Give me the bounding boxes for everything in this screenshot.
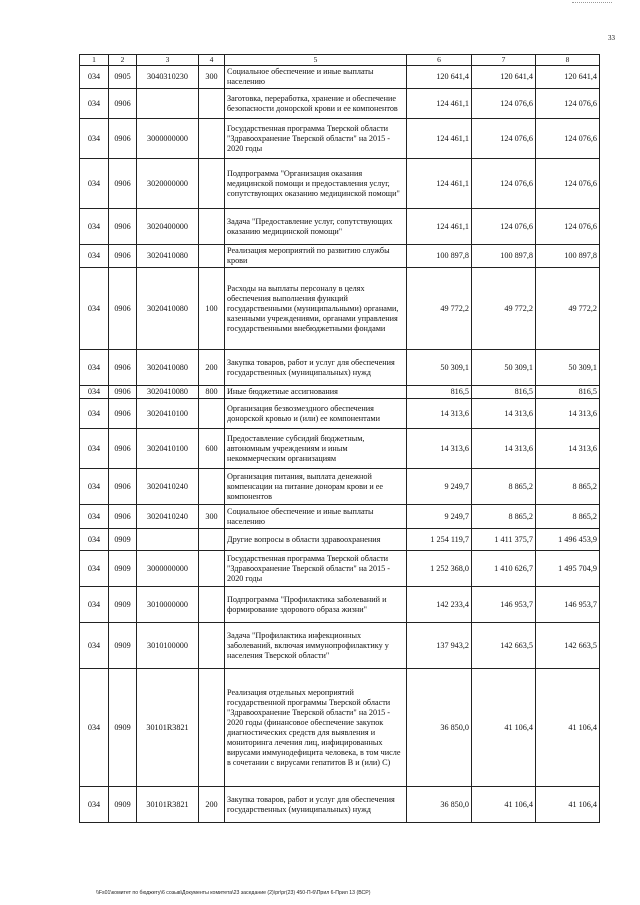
- cell-description: Социальное обеспечение и иные выплаты населению: [225, 66, 407, 89]
- cell-description: Подпрограмма "Профилактика заболеваний и формирование здорового образа жизни": [225, 587, 407, 623]
- cell-ministry-code: 034: [80, 89, 109, 119]
- cell-amount-col8: 41 106,4: [536, 787, 600, 823]
- col-header-3: 3: [137, 55, 199, 66]
- cell-target-article: 3020410080: [137, 386, 199, 399]
- table-header-row: [80, 55, 600, 66]
- col-header-5: 5: [225, 55, 407, 66]
- cell-amount-col8: 124 076,6: [536, 209, 600, 245]
- cell-description: Реализация отдельных мероприятий государственной программы Тверской области "Здравоохранение Тверской области" на 2015 - 2020 годы (финансовое обеспечение закупок диагностических средств для выявления и мониторинга лечения лиц, инфицированных вирусами иммунодефицита человека, в том числе в сочетании с вирусами гепатитов В и (или) С): [225, 669, 407, 787]
- cell-amount-col6: 142 233,4: [407, 587, 472, 623]
- cell-amount-col7: 124 076,6: [472, 89, 536, 119]
- cell-amount-col7: 14 313,6: [472, 399, 536, 429]
- cell-amount-col8: 8 865,2: [536, 469, 600, 505]
- cell-target-article: 3040310230: [137, 66, 199, 89]
- table-row: [80, 209, 600, 245]
- table-row: [80, 350, 600, 386]
- cell-section-code: 0906: [109, 159, 137, 209]
- cell-target-article: 30101R3821: [137, 669, 199, 787]
- cell-section-code: 0906: [109, 386, 137, 399]
- cell-section-code: 0906: [109, 399, 137, 429]
- cell-amount-col6: 36 850,0: [407, 669, 472, 787]
- cell-amount-col8: 142 663,5: [536, 623, 600, 669]
- scan-corner-mark: [572, 2, 612, 5]
- cell-ministry-code: 034: [80, 209, 109, 245]
- cell-amount-col8: 120 641,4: [536, 66, 600, 89]
- cell-target-article: 3020410080: [137, 245, 199, 268]
- cell-target-article: 3020410240: [137, 469, 199, 505]
- cell-target-article: 3020410080: [137, 350, 199, 386]
- cell-amount-col7: 8 865,2: [472, 469, 536, 505]
- cell-target-article: [137, 529, 199, 551]
- cell-amount-col7: 41 106,4: [472, 787, 536, 823]
- cell-amount-col8: 41 106,4: [536, 669, 600, 787]
- cell-ministry-code: 034: [80, 529, 109, 551]
- cell-target-article: 3000000000: [137, 119, 199, 159]
- cell-expense-type: [199, 529, 225, 551]
- cell-description: Предоставление субсидий бюджетным, автономным учреждениям и иным некоммерческим организациям: [225, 429, 407, 469]
- cell-expense-type: [199, 623, 225, 669]
- cell-amount-col7: 1 411 375,7: [472, 529, 536, 551]
- cell-target-article: [137, 89, 199, 119]
- cell-amount-col6: 1 252 368,0: [407, 551, 472, 587]
- table-row: [80, 529, 600, 551]
- table-row: [80, 268, 600, 350]
- cell-section-code: 0909: [109, 787, 137, 823]
- cell-amount-col8: 124 076,6: [536, 119, 600, 159]
- cell-expense-type: 300: [199, 505, 225, 529]
- budget-table: [79, 54, 600, 823]
- cell-ministry-code: 034: [80, 551, 109, 587]
- cell-amount-col8: 50 309,1: [536, 350, 600, 386]
- cell-amount-col7: 14 313,6: [472, 429, 536, 469]
- cell-amount-col7: 50 309,1: [472, 350, 536, 386]
- cell-section-code: 0906: [109, 119, 137, 159]
- cell-section-code: 0906: [109, 89, 137, 119]
- cell-amount-col6: 14 313,6: [407, 429, 472, 469]
- cell-expense-type: [199, 587, 225, 623]
- cell-description: Подпрограмма "Организация оказания медицинской помощи и предоставления услуг, сопутствующих оказанию медицинской помощи": [225, 159, 407, 209]
- table-body: [80, 66, 600, 823]
- cell-ministry-code: 034: [80, 505, 109, 529]
- cell-section-code: 0905: [109, 66, 137, 89]
- cell-amount-col6: 9 249,7: [407, 505, 472, 529]
- cell-amount-col7: 124 076,6: [472, 209, 536, 245]
- cell-amount-col6: 14 313,6: [407, 399, 472, 429]
- cell-expense-type: [199, 469, 225, 505]
- col-header-1: 1: [80, 55, 109, 66]
- cell-amount-col6: 816,5: [407, 386, 472, 399]
- table-row: [80, 159, 600, 209]
- cell-ministry-code: 034: [80, 587, 109, 623]
- table-row: [80, 623, 600, 669]
- cell-description: Расходы на выплаты персоналу в целях обеспечения выполнения функций государственными (муниципальными) органами, казенными учреждениями, органами управления государственными внебюджетными фондами: [225, 268, 407, 350]
- table-row: [80, 119, 600, 159]
- cell-section-code: 0909: [109, 529, 137, 551]
- cell-amount-col7: 146 953,7: [472, 587, 536, 623]
- cell-amount-col7: 124 076,6: [472, 119, 536, 159]
- cell-amount-col6: 49 772,2: [407, 268, 472, 350]
- table-row: [80, 469, 600, 505]
- cell-expense-type: [199, 245, 225, 268]
- cell-target-article: 3010100000: [137, 623, 199, 669]
- cell-amount-col8: 8 865,2: [536, 505, 600, 529]
- cell-ministry-code: 034: [80, 623, 109, 669]
- cell-target-article: 3020410240: [137, 505, 199, 529]
- cell-amount-col7: 8 865,2: [472, 505, 536, 529]
- cell-section-code: 0906: [109, 505, 137, 529]
- cell-amount-col7: 1 410 626,7: [472, 551, 536, 587]
- cell-expense-type: [199, 669, 225, 787]
- cell-amount-col7: 49 772,2: [472, 268, 536, 350]
- cell-amount-col6: 50 309,1: [407, 350, 472, 386]
- table-row: [80, 399, 600, 429]
- table-row: [80, 89, 600, 119]
- col-header-2: 2: [109, 55, 137, 66]
- cell-amount-col6: 1 254 119,7: [407, 529, 472, 551]
- cell-amount-col8: 1 496 453,9: [536, 529, 600, 551]
- cell-target-article: 3020400000: [137, 209, 199, 245]
- cell-expense-type: 200: [199, 350, 225, 386]
- cell-description: Государственная программа Тверской области "Здравоохранение Тверской области" на 2015 - 2020 годы: [225, 551, 407, 587]
- cell-amount-col6: 137 943,2: [407, 623, 472, 669]
- cell-expense-type: [199, 209, 225, 245]
- cell-amount-col8: 14 313,6: [536, 429, 600, 469]
- cell-ministry-code: 034: [80, 469, 109, 505]
- cell-amount-col7: 816,5: [472, 386, 536, 399]
- cell-description: Задача "Профилактика инфекционных заболеваний, включая иммунопрофилактику у населения Тверской области": [225, 623, 407, 669]
- cell-description: Закупка товаров, работ и услуг для обеспечения государственных (муниципальных) нужд: [225, 787, 407, 823]
- cell-amount-col8: 100 897,8: [536, 245, 600, 268]
- col-header-7: 7: [472, 55, 536, 66]
- cell-section-code: 0909: [109, 551, 137, 587]
- cell-expense-type: [199, 89, 225, 119]
- footer-file-path: \\Fs01\комитет по бюджету\6 созыв\Документы комитета\23 заседание (2)\pr\pr(23) 450-П-6\Прил 6-Прил 13 (ВСР): [96, 890, 371, 896]
- cell-section-code: 0906: [109, 268, 137, 350]
- cell-description: Задача "Предоставление услуг, сопутствующих оказанию медицинской помощи": [225, 209, 407, 245]
- cell-section-code: 0909: [109, 669, 137, 787]
- cell-description: Государственная программа Тверской области "Здравоохранение Тверской области" на 2015 - 2020 годы: [225, 119, 407, 159]
- cell-amount-col6: 100 897,8: [407, 245, 472, 268]
- cell-section-code: 0906: [109, 429, 137, 469]
- cell-expense-type: [199, 119, 225, 159]
- table-row: [80, 551, 600, 587]
- cell-amount-col8: 124 076,6: [536, 89, 600, 119]
- table-row: [80, 787, 600, 823]
- cell-section-code: 0909: [109, 587, 137, 623]
- cell-ministry-code: 034: [80, 386, 109, 399]
- cell-ministry-code: 034: [80, 66, 109, 89]
- table-row: [80, 66, 600, 89]
- cell-description: Организация питания, выплата денежной компенсации на питание донорам крови и ее компонентов: [225, 469, 407, 505]
- table-row: [80, 386, 600, 399]
- cell-description: Другие вопросы в области здравоохранения: [225, 529, 407, 551]
- cell-ministry-code: 034: [80, 159, 109, 209]
- cell-description: Реализация мероприятий по развитию службы крови: [225, 245, 407, 268]
- cell-target-article: 3010000000: [137, 587, 199, 623]
- cell-expense-type: [199, 159, 225, 209]
- table-row: [80, 669, 600, 787]
- cell-ministry-code: 034: [80, 350, 109, 386]
- cell-section-code: 0906: [109, 245, 137, 268]
- cell-expense-type: 600: [199, 429, 225, 469]
- cell-amount-col8: 49 772,2: [536, 268, 600, 350]
- cell-ministry-code: 034: [80, 669, 109, 787]
- cell-amount-col8: 816,5: [536, 386, 600, 399]
- cell-amount-col6: 124 461,1: [407, 159, 472, 209]
- cell-amount-col7: 120 641,4: [472, 66, 536, 89]
- cell-target-article: 3020000000: [137, 159, 199, 209]
- cell-expense-type: [199, 551, 225, 587]
- cell-amount-col8: 1 495 704,9: [536, 551, 600, 587]
- cell-ministry-code: 034: [80, 399, 109, 429]
- cell-amount-col6: 36 850,0: [407, 787, 472, 823]
- cell-section-code: 0906: [109, 350, 137, 386]
- cell-target-article: 3020410100: [137, 399, 199, 429]
- col-header-8: 8: [536, 55, 600, 66]
- col-header-4: 4: [199, 55, 225, 66]
- cell-description: Иные бюджетные ассигнования: [225, 386, 407, 399]
- cell-expense-type: [199, 399, 225, 429]
- cell-amount-col6: 120 641,4: [407, 66, 472, 89]
- table-row: [80, 245, 600, 268]
- cell-ministry-code: 034: [80, 787, 109, 823]
- cell-amount-col6: 9 249,7: [407, 469, 472, 505]
- cell-description: Организация безвозмездного обеспечения донорской кровью и (или) ее компонентами: [225, 399, 407, 429]
- cell-amount-col7: 142 663,5: [472, 623, 536, 669]
- cell-ministry-code: 034: [80, 268, 109, 350]
- cell-amount-col7: 41 106,4: [472, 669, 536, 787]
- cell-expense-type: 200: [199, 787, 225, 823]
- cell-description: Закупка товаров, работ и услуг для обеспечения государственных (муниципальных) нужд: [225, 350, 407, 386]
- cell-amount-col7: 100 897,8: [472, 245, 536, 268]
- cell-section-code: 0909: [109, 623, 137, 669]
- cell-amount-col6: 124 461,1: [407, 209, 472, 245]
- cell-ministry-code: 034: [80, 119, 109, 159]
- cell-section-code: 0906: [109, 469, 137, 505]
- cell-amount-col8: 146 953,7: [536, 587, 600, 623]
- cell-expense-type: 800: [199, 386, 225, 399]
- cell-target-article: 30101R3821: [137, 787, 199, 823]
- cell-target-article: 3020410080: [137, 268, 199, 350]
- cell-amount-col6: 124 461,1: [407, 119, 472, 159]
- cell-section-code: 0906: [109, 209, 137, 245]
- page-number: 33: [608, 34, 615, 42]
- cell-ministry-code: 034: [80, 245, 109, 268]
- cell-amount-col8: 14 313,6: [536, 399, 600, 429]
- cell-amount-col8: 124 076,6: [536, 159, 600, 209]
- col-header-6: 6: [407, 55, 472, 66]
- table-row: [80, 429, 600, 469]
- table-row: [80, 505, 600, 529]
- cell-target-article: 3000000000: [137, 551, 199, 587]
- cell-target-article: 3020410100: [137, 429, 199, 469]
- cell-description: Социальное обеспечение и иные выплаты населению: [225, 505, 407, 529]
- cell-ministry-code: 034: [80, 429, 109, 469]
- cell-description: Заготовка, переработка, хранение и обеспечение безопасности донорской крови и ее компонентов: [225, 89, 407, 119]
- cell-amount-col7: 124 076,6: [472, 159, 536, 209]
- cell-amount-col6: 124 461,1: [407, 89, 472, 119]
- cell-expense-type: 300: [199, 66, 225, 89]
- table-row: [80, 587, 600, 623]
- cell-expense-type: 100: [199, 268, 225, 350]
